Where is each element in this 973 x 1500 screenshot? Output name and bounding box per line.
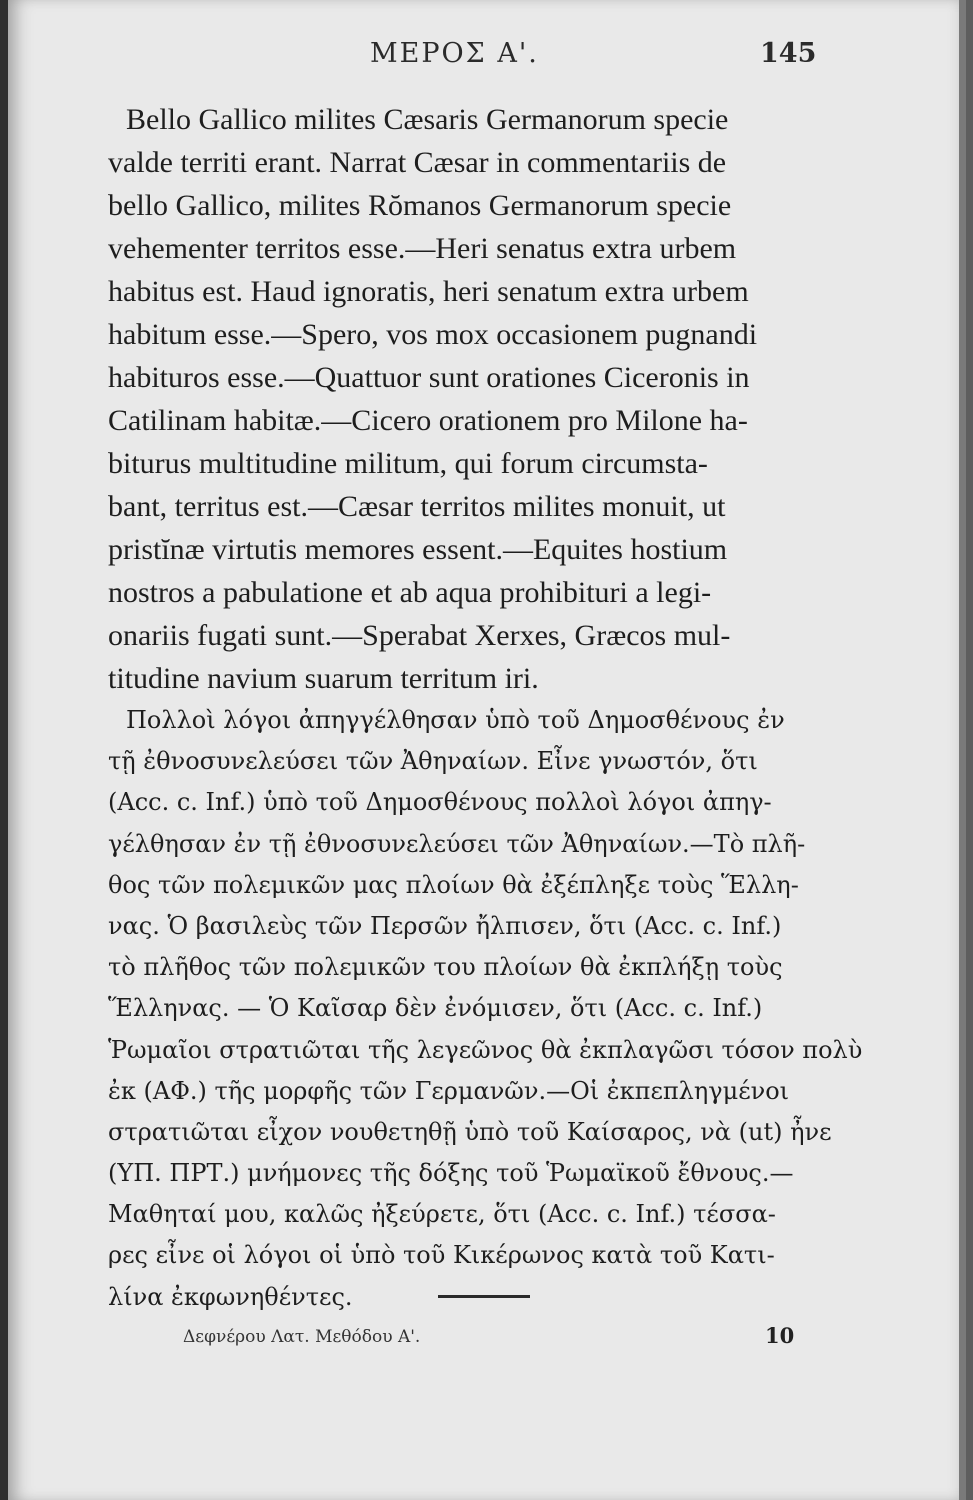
running-title: ΜΕΡΟΣ Α'. xyxy=(370,38,539,69)
text-line: nostros a pabulatione et ab aqua prohibituri a legi- xyxy=(108,576,712,609)
text-line: habitum esse.—Spero, vos mox occasionem pugnandi xyxy=(108,318,758,351)
book-page xyxy=(8,0,966,1500)
text-line: habitus est. Haud ignoratis, heri senatum extra urbem xyxy=(108,275,749,308)
text-line: (Acc. c. Inf.) ὑπὸ τοῦ Δημοσθένους πολλοὶ λόγοι ἀπηγ- xyxy=(108,788,772,817)
printer-signature: Δεφνέρου Λατ. Μεθόδου Α'. xyxy=(183,1327,421,1347)
body-text xyxy=(108,98,863,1318)
page-number: 145 xyxy=(760,38,817,69)
latin-paragraph xyxy=(108,98,848,700)
greek-paragraph xyxy=(108,700,863,1318)
text-line: τῇ ἐθνοσυνελεύσει τῶν Ἀθηναίων. Εἶνε γνωστόν, ὅτι xyxy=(108,747,758,776)
text-line: valde territi erant. Narrat Cæsar in commentariis de xyxy=(108,146,727,179)
sheet-number: 10 xyxy=(765,1323,795,1348)
text-line: Πολλοὶ λόγοι ἀπηγγέλθησαν ὑπὸ τοῦ Δημοσθένους ἐν xyxy=(126,706,785,734)
text-line: vehementer territos esse.—Heri senatus extra urbem xyxy=(108,232,737,265)
text-line: στρατιῶται εἶχον νουθετηθῇ ὑπὸ τοῦ Καίσαρος, νὰ (ut) ἦνε xyxy=(108,1117,832,1146)
page-edge-shadow xyxy=(959,0,966,1500)
text-line: habituros esse.—Quattuor sunt orationes Ciceronis in xyxy=(108,361,750,394)
text-line: ρες εἶνε οἱ λόγοι οἱ ὑπὸ τοῦ Κικέρωνος κατὰ τοῦ Κατι- xyxy=(108,1241,775,1270)
text-line: biturus multitudine militum, qui forum circumsta- xyxy=(108,447,708,480)
text-line: Μαθηταί μου, καλῶς ἠξεύρετε, ὅτι (Acc. c. Inf.) τέσσα- xyxy=(108,1200,776,1229)
text-line: Bello Gallico milites Cæsaris Germanorum specie xyxy=(126,103,729,136)
binding-edge xyxy=(0,0,8,1500)
text-line: τὸ πλῆθος τῶν πολεμικῶν του πλοίων θὰ ἐκπλήξῃ τοὺς xyxy=(108,953,783,982)
running-header xyxy=(8,38,966,78)
text-line: pristĭnæ virtutis memores essent.—Equites hostium xyxy=(108,533,728,566)
text-line: ἐκ (ΑΦ.) τῆς μορφῆς τῶν Γερμανῶν.—Οἱ ἐκπεπληγμένοι xyxy=(108,1076,790,1105)
text-line: γέλθησαν ἐν τῇ ἐθνοσυνελεύσει τῶν Ἀθηναίων.—Τὸ πλῆ- xyxy=(108,829,806,858)
text-line: Ῥωμαῖοι στρατιῶται τῆς λεγεῶνος θὰ ἐκπλαγῶσι τόσον πολὺ xyxy=(108,1035,863,1064)
text-line: νας. Ὁ βασιλεὺς τῶν Περσῶν ἤλπισεν, ὅτι (Acc. c. Inf.) xyxy=(108,911,782,940)
text-line: Catilinam habitæ.—Cicero orationem pro Milone ha- xyxy=(108,404,748,437)
text-line: (ΥΠ. ΠΡΤ.) μνήμονες τῆς δόξης τοῦ Ῥωμαϊκοῦ ἔθνους.— xyxy=(108,1159,794,1188)
page-footer xyxy=(8,1323,966,1353)
text-line: bello Gallico, milites Rŏmanos Germanorum specie xyxy=(108,189,732,222)
text-line: onariis fugati sunt.—Sperabat Xerxes, Græcos mul- xyxy=(108,619,731,652)
text-line: λίνα ἐκφωνηθέντες. xyxy=(108,1282,353,1311)
section-divider xyxy=(438,1295,530,1298)
text-line: bant, territus est.—Cæsar territos milites monuit, ut xyxy=(108,490,726,523)
text-line: titudine navium suarum territum iri. xyxy=(108,662,539,695)
text-line: θος τῶν πολεμικῶν μας πλοίων θὰ ἐξέπληξε τοὺς Ἕλλη- xyxy=(108,870,799,899)
text-line: Ἕλληνας. — Ὁ Καῖσαρ δὲν ἐνόμισεν, ὅτι (Acc. c. Inf.) xyxy=(108,994,763,1023)
